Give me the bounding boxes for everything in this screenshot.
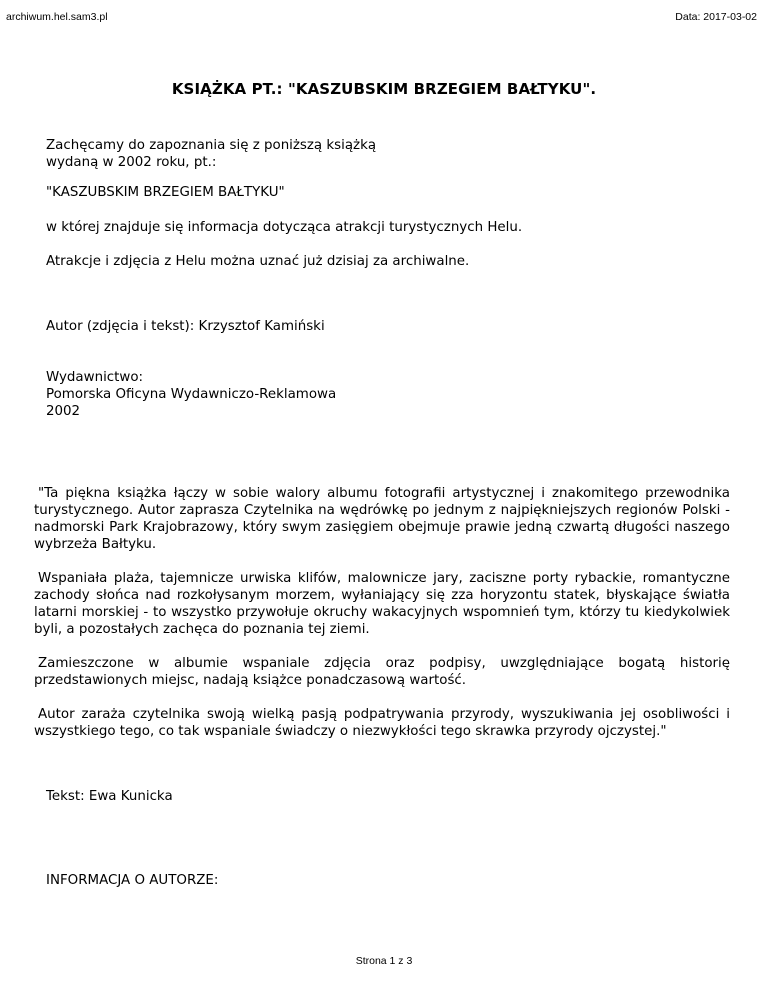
- publisher-year: 2002: [46, 404, 81, 419]
- publisher-block: [46, 369, 336, 420]
- intro-paragraph: [46, 137, 376, 171]
- text-credit: Tekst: Ewa Kunicka: [46, 789, 173, 804]
- page-title: KSIĄŻKA PT.: "KASZUBSKIM BRZEGIEM BAŁTYKU".: [171, 80, 597, 98]
- review-text-1: "Ta piękna książka łączy w sobie walory albumu fotografii artystycznej i znakomitego przewodnika turystycznego. Autor zaprasza Czytelnika na wędrówkę po jednym z najpiękniejszych regionów Polski - nadmorski Park Krajobrazowy, który swym zasięgiem obejmuje prawie jedną czwartą długości naszego wybrzeża Bałtyku.: [34, 486, 730, 552]
- site-url: archiwum.hel.sam3.pl: [6, 11, 108, 23]
- author-info-heading: INFORMACJA O AUTORZE:: [46, 873, 219, 888]
- info-line: w której znajduje się informacja dotycząca atrakcji turystycznych Helu.: [46, 220, 523, 235]
- print-date: Data: 2017-03-02: [675, 11, 757, 23]
- review-text-3: Zamieszczone w albumie wspaniale zdjęcia oraz podpisy, uwzględniające bogatą historię przedstawionych miejsc, nadają książce ponadczasową wartość.: [34, 656, 730, 688]
- review-text-4: Autor zaraża czytelnika swoją wielką pasją podpatrywania przyrody, wyszukiwania jej osobliwości i wszystkiego tego, co tak wspaniale świadczy o niezwykłości tego skrawka przyrody ojczystej.": [34, 707, 730, 739]
- intro-line-2: wydaną w 2002 roku, pt.:: [46, 155, 217, 170]
- publisher-label: Wydawnictwo:: [46, 370, 144, 385]
- archive-line: Atrakcje i zdjęcia z Helu można uznać już dzisiaj za archiwalne.: [46, 254, 470, 269]
- book-title: "KASZUBSKIM BRZEGIEM BAŁTYKU": [46, 185, 285, 200]
- intro-line-1: Zachęcamy do zapoznania się z poniższą książką: [46, 138, 377, 153]
- review-paragraph-1: [34, 485, 730, 553]
- review-paragraph-2: [34, 570, 730, 638]
- page-number: Strona 1 z 3: [355, 955, 413, 967]
- review-paragraph-3: [34, 655, 730, 689]
- author-line: Autor (zdjęcia i tekst): Krzysztof Kamiński: [46, 319, 325, 334]
- review-text-2: Wspaniała plaża, tajemnicze urwiska klifów, malownicze jary, zaciszne porty rybackie, romantyczne zachody słońca nad rozkołysanym morzem, wyłaniający się zza horyzontu statek, błyskające światła latarni morskiej - to wszystko przywołuje okruchy wakacyjnych wspomnień tym, którzy tu kiedykolwiek byli, a pozostałych zachęca do poznania tej ziemi.: [34, 571, 730, 637]
- review-paragraph-4: [34, 706, 730, 740]
- publisher-name: Pomorska Oficyna Wydawniczo-Reklamowa: [46, 387, 337, 402]
